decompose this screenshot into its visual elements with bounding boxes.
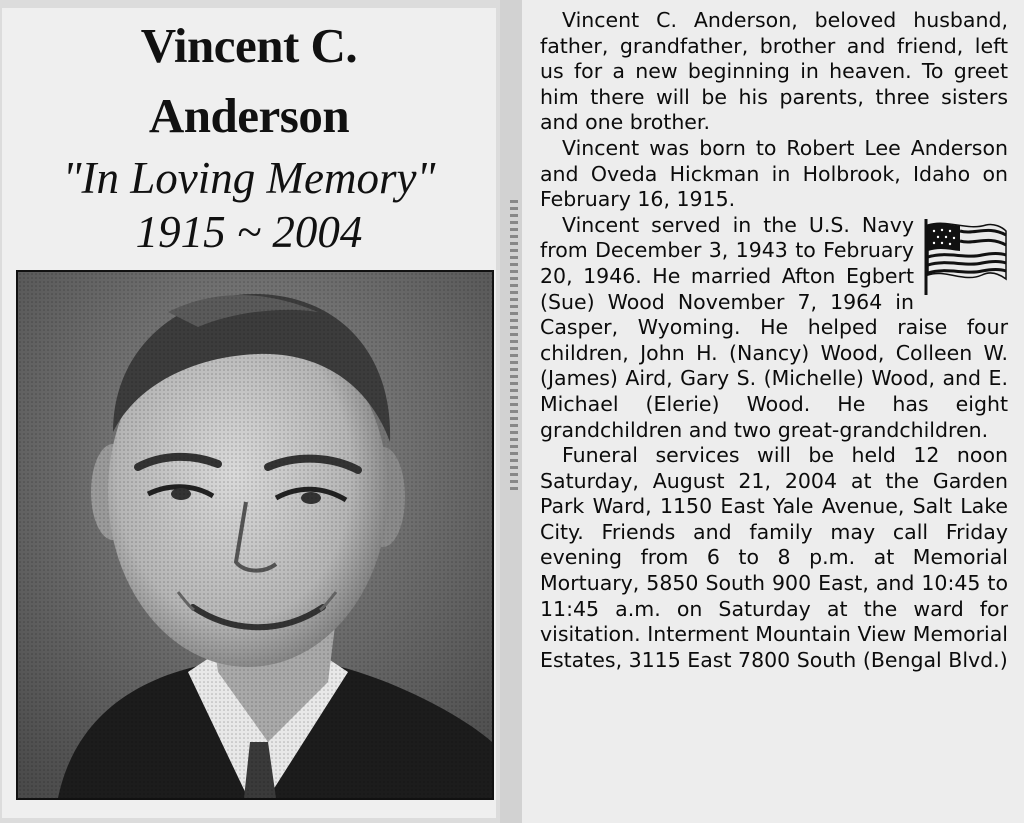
obituary-paragraph-1: Vincent C. Anderson, beloved husband, father, grandfather, brother and friend, left us for a new beginning in heaven. To greet him there will be his parents, three sisters and one brother. <box>540 8 1008 135</box>
life-years: 1915 ~ 2004 <box>135 207 363 257</box>
american-flag-icon <box>922 217 1008 297</box>
obituary-paragraph-2: Vincent was born to Robert Lee Anderson and Oveda Hickman in Holbrook, Idaho on February 16, 1915. <box>540 135 1008 212</box>
memorial-header-clipping <box>2 8 496 818</box>
obituary-body <box>540 8 1008 673</box>
deceased-last-name: Anderson <box>148 88 350 143</box>
deceased-first-name: Vincent C. <box>140 18 358 73</box>
portrait-photo <box>16 270 494 800</box>
obituary-paragraph-3: Vincent served in the U.S. Navy from December 3, 1943 to February 20, 1946. He married Afton Egbert (Sue) Wood November 7, 1964 in Casper, Wyoming. He helped raise four children, John H. (Nancy) Wood, Colleen W. (James) Aird, Gary S. (Michelle) Wood, and E. Michael (Elerie) Wood. He has eight grandchildren and two great-grandchildren. <box>540 212 1008 442</box>
gutter-print-marks <box>510 200 518 490</box>
in-loving-memory-line: "In Loving Memory" <box>62 153 436 203</box>
obituary-paragraph-4: Funeral services will be held 12 noon Saturday, August 21, 2004 at the Garden Park Ward, 1150 East Yale Avenue, Salt Lake City. Friends and family may call Friday evening from 6 to 8 p.m. at Memorial Mortuary, 5850 South 900 East, and 10:45 to 11:45 a.m. on Saturday at the ward for visitation. Interment Mountain View Memorial Estates, 3115 East 7800 South (Bengal Blvd.) <box>540 443 1008 672</box>
obituary-text-clipping <box>522 0 1024 823</box>
